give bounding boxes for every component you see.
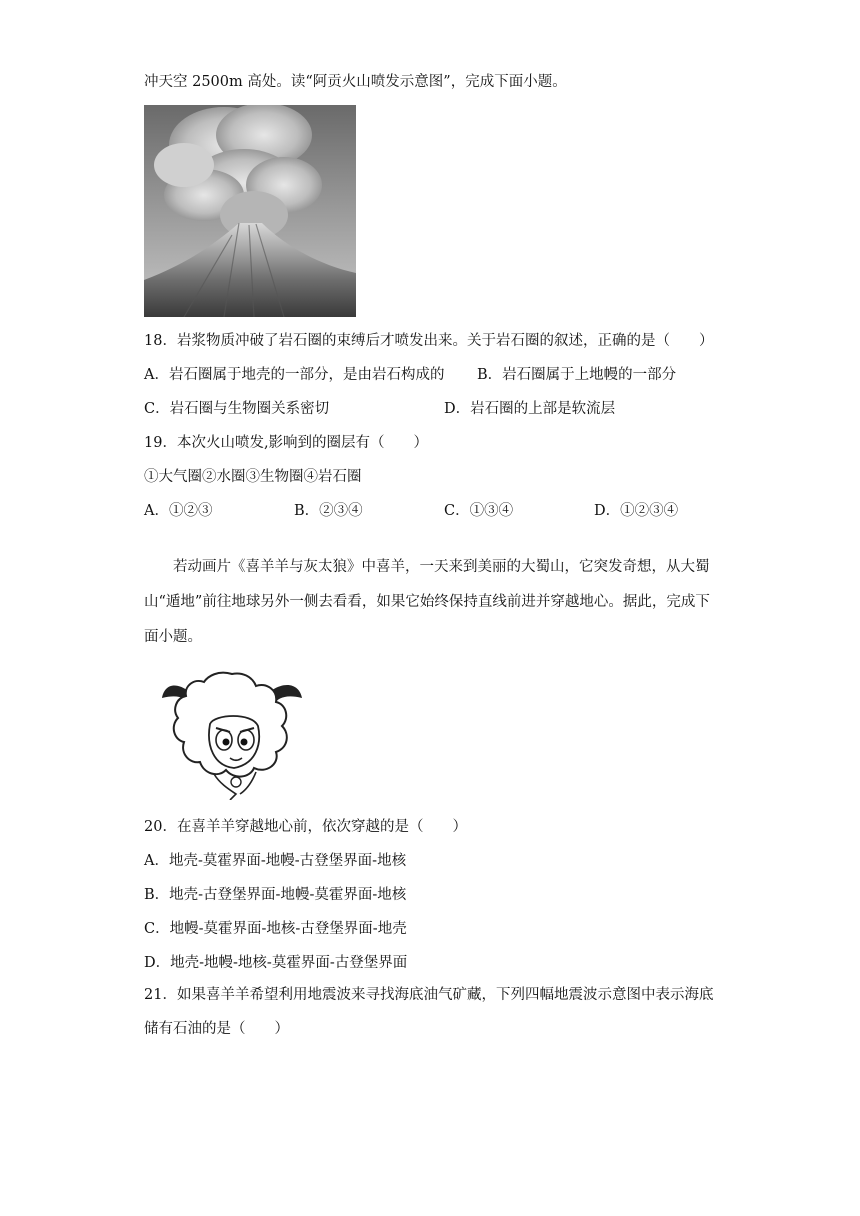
q20-option-c[interactable]: C．地幔-莫霍界面-地核-古登堡界面-地壳 — [144, 921, 407, 937]
q19-option-b[interactable]: B．②③④ — [294, 503, 363, 519]
q18-option-b[interactable]: B．岩石圈属于上地幔的一部分 — [477, 367, 677, 383]
q19-option-a[interactable]: A．①②③ — [144, 503, 213, 519]
q20-option-b[interactable]: B．地壳-古登堡界面-地幔-莫霍界面-地核 — [144, 887, 407, 903]
q20-stem: 20．在喜羊羊穿越地心前，依次穿越的是（ ） — [144, 819, 467, 835]
q20-option-d[interactable]: D．地壳-地幔-地核-莫霍界面-古登堡界面 — [144, 955, 408, 971]
q18-option-a[interactable]: A．岩石圈属于地壳的一部分，是由岩石构成的 — [144, 367, 445, 383]
q19-option-c[interactable]: C．①③④ — [444, 503, 514, 519]
q18-option-c[interactable]: C．岩石圈与生物圈关系密切 — [144, 401, 330, 417]
q20-option-a[interactable]: A．地壳-莫霍界面-地幔-古登堡界面-地核 — [144, 853, 407, 869]
q21-stem: 21．如果喜羊羊希望利用地震波来寻找海底油气矿藏，下列四幅地震波示意图中表示海底储有石油的是（ ） — [144, 987, 714, 1037]
q19-items: ①大气圈②水圈③生物圈④岩石圈 — [144, 469, 362, 485]
q19-option-d[interactable]: D．①②③④ — [594, 503, 679, 519]
intro-text: 冲天空 2500m 高处。读“阿贡火山喷发示意图”，完成下面小题。 — [144, 74, 567, 90]
q19-stem: 19．本次火山喷发,影响到的圈层有（ ） — [144, 435, 429, 451]
q18-option-d[interactable]: D．岩石圈的上部是软流层 — [444, 401, 616, 417]
q18-stem: 18．岩浆物质冲破了岩石圈的束缚后才喷发出来。关于岩石圈的叙述，正确的是（ ） — [144, 333, 714, 349]
volcano-eruption-photo — [144, 105, 356, 317]
pleasant-goat-cartoon — [160, 664, 305, 800]
passage-sheep: 若动画片《喜羊羊与灰太狼》中喜羊，一天来到美丽的大蜀山，它突发奇想，从大蜀山“遁地”前往地球另外一侧去看看，如果它始终保持直线前进并穿越地心。据此，完成下面小题。 — [144, 559, 710, 645]
